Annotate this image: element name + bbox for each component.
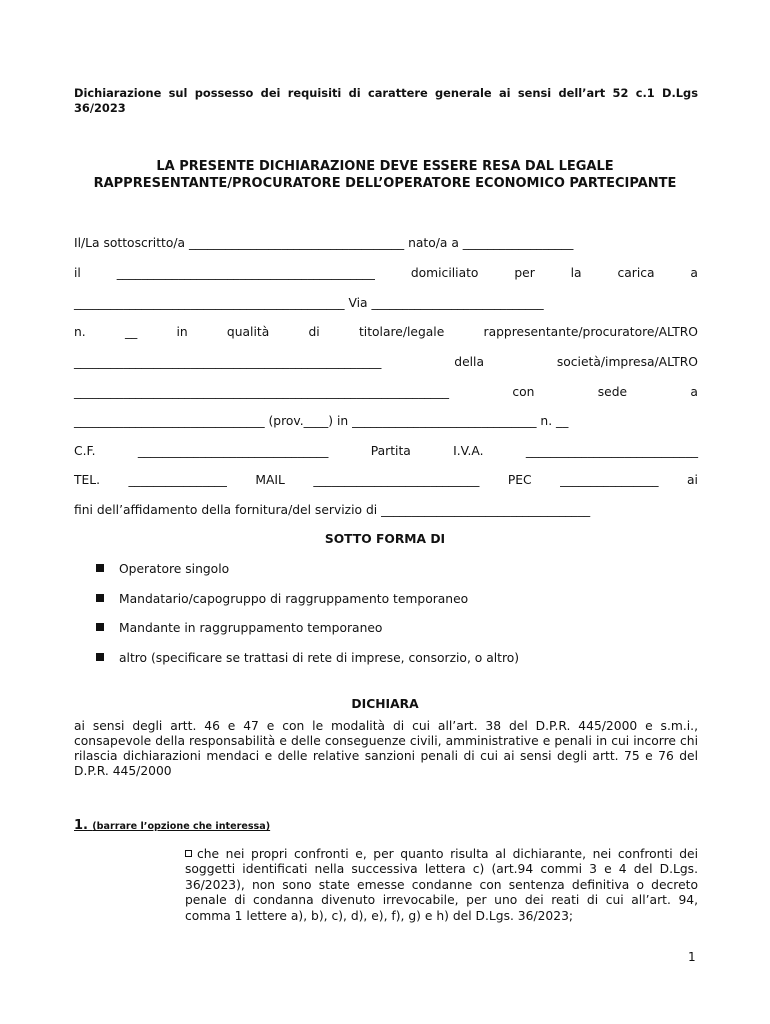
form-word: il [74, 266, 81, 280]
option-item [96, 590, 468, 608]
form-line-societa [74, 353, 698, 371]
form-word: di [308, 325, 320, 339]
option-label: Operatore singolo [119, 562, 230, 576]
form-word: qualità [226, 325, 270, 339]
square-bullet-icon [96, 564, 104, 572]
form-word: la [570, 266, 582, 280]
form-word: I.V.A. [453, 444, 484, 458]
form-word: sede [597, 385, 628, 399]
section-title-sotto-forma: SOTTO FORMA DI [324, 532, 446, 546]
option-label: Mandante in raggruppamento temporaneo [119, 621, 383, 635]
document-heading: LA PRESENTE DICHIARAZIONE DEVE ESSERE RESA DAL LEGALE RAPPRESENTANTE/PROCURATORE DELL’OPERATORE ECONOMICO PARTECIPANTE [93, 159, 677, 191]
option-item [96, 619, 382, 637]
form-blank: __________________________________________________ [74, 355, 382, 369]
form-blank: __ [124, 325, 138, 339]
form-word: MAIL [255, 473, 285, 487]
form-blank: _______________________________ [137, 444, 329, 458]
form-word: PEC [507, 473, 532, 487]
square-bullet-icon [96, 653, 104, 661]
option-item [96, 560, 229, 578]
form-blank: _____________________________________________________________ [74, 385, 450, 399]
point-1-option [185, 847, 698, 924]
form-word: in [176, 325, 188, 339]
point-1-note: (barrare l’opzione che interessa) [92, 821, 271, 832]
form-word: domiciliato [410, 266, 479, 280]
square-bullet-icon [96, 594, 104, 602]
form-word: della [454, 355, 485, 369]
form-line-prov [74, 412, 698, 430]
form-line-sottoscritto [74, 234, 698, 252]
form-line-via [74, 294, 698, 312]
form-blank: __________________________________________ [116, 266, 375, 280]
dichiara-paragraph: ai sensi degli artt. 46 e 47 e con le modalità di cui all’art. 38 del D.P.R. 445/2000 e s.m.i., consapevole della responsabilità e delle conseguenze civili, amministrative e penali in cui incorre chi rilascia dichiarazioni mendaci e delle relative sanzioni penali di cui ai sensi degli artt. 75 e 76 del D.P.R. 445/2000 [74, 719, 698, 778]
form-word: titolare/legale [358, 325, 445, 339]
option-item [96, 649, 519, 667]
form-word: ai [687, 473, 698, 487]
form-line-domiciliato [74, 264, 698, 282]
form-line-contacts [74, 471, 698, 489]
form-blank: ____________________________ [525, 444, 698, 458]
form-word: Partita [370, 444, 411, 458]
form-word: con [512, 385, 535, 399]
form-blank: ___________________________ [313, 473, 480, 487]
form-word: carica [617, 266, 655, 280]
point-1-number: 1. [74, 818, 88, 833]
form-word: società/impresa/ALTRO [556, 355, 698, 369]
form-word: per [514, 266, 535, 280]
form-blank: ________________ [560, 473, 659, 487]
form-word: rappresentante/procuratore/ALTRO [483, 325, 698, 339]
document-title: Dichiarazione sul possesso dei requisiti di carattere generale ai sensi dell’art 52 c.1 D.Lgs 36/2023 [74, 86, 698, 115]
form-word: TEL. [74, 473, 101, 487]
option-label: altro (specificare se trattasi di rete di imprese, consorzio, o altro) [119, 651, 520, 665]
form-line-text: _______________________________ (prov.____) in ______________________________ n. __ [74, 414, 569, 428]
form-word: a [690, 266, 698, 280]
form-line-sede [74, 383, 698, 401]
form-blank: ________________ [128, 473, 227, 487]
form-line-text: fini dell’affidamento della fornitura/del servizio di __________________________________ [74, 503, 591, 517]
option-label: Mandatario/capogruppo di raggruppamento temporaneo [119, 592, 469, 606]
form-line-qualita [74, 323, 698, 341]
form-line-affidamento [74, 501, 698, 519]
form-line-text: ____________________________________________ Via ____________________________ [74, 296, 544, 310]
checkbox-icon[interactable] [185, 850, 192, 857]
page-number: 1 [688, 950, 696, 964]
point-1-label [74, 817, 270, 835]
form-line-text: Il/La sottoscritto/a ___________________________________ nato/a a __________________ [74, 236, 574, 250]
form-word: n. [74, 325, 86, 339]
form-word: C.F. [74, 444, 96, 458]
square-bullet-icon [96, 623, 104, 631]
section-title-dichiara: DICHIARA [351, 697, 419, 711]
form-word: a [690, 385, 698, 399]
form-line-cf-piva [74, 442, 698, 460]
point-1-option-text: che nei propri confronti e, per quanto risulta al dichiarante, nei confronti dei soggetti identificati nella successiva lettera c) (art.94 commi 3 e 4 del D.Lgs. 36/2023), non sono state emesse condanne con sentenza definitiva o decreto penale di condanna divenuto irrevocabile, per uno dei reati di cui all’art. 94, comma 1 lettere a), b), c), d), e), f), g) e h) del D.Lgs. 36/2023; [185, 847, 698, 923]
